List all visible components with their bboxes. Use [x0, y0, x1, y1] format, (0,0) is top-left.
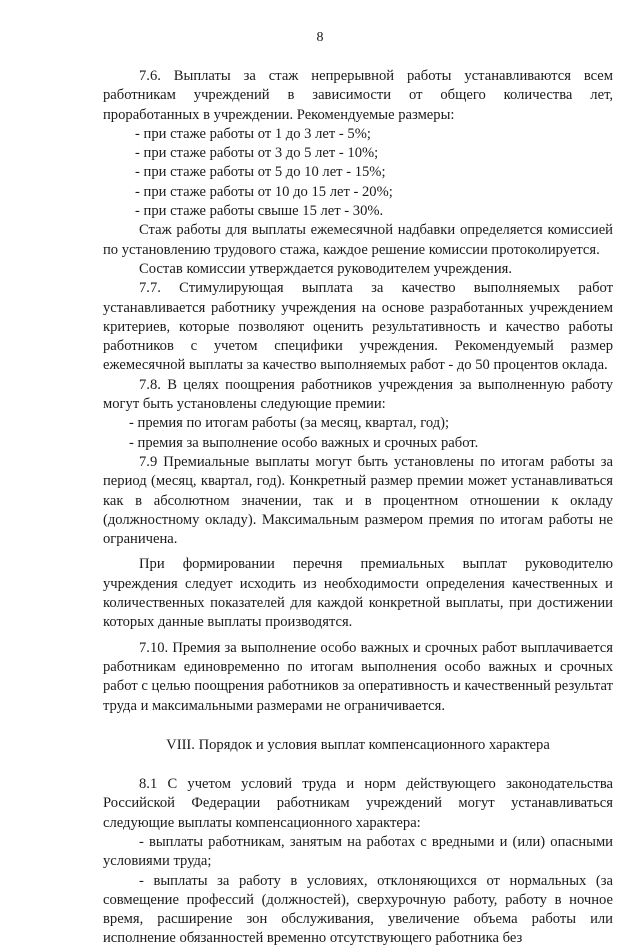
paragraph-7-6-note-1: Стаж работы для выплаты ежемесячной надбавки определяется комиссией по установлению трудового стажа, каждое решение комиссии протоколируется.	[103, 222, 613, 258]
list-item: - при стаже работы от 3 до 5 лет - 10%;	[135, 145, 379, 162]
paragraph-7-6: 7.6. Выплаты за стаж непрерывной работы устанавливаются всем работникам учреждений в зависимости от общего количества лет, проработанных в учреждении. Рекомендуемые размеры:	[103, 68, 613, 123]
list-item: - при стаже работы свыше 15 лет - 30%.	[135, 203, 384, 220]
list-item: - премия по итогам работы (за месяц, квартал, год);	[129, 415, 450, 432]
page-number: 8	[316, 30, 324, 45]
paragraph-8-1-item-2: - выплаты за работу в условиях, отклоняющихся от нормальных (за совмещение профессий (должностей), сверхурочную работу, работу в ночное время, расширение зон обслуживания, увеличение объема работы или исполнение обязанностей временно отсутствующего работника без	[103, 872, 613, 947]
paragraph-8-1-item-1: - выплаты работникам, занятым на работах с вредными и (или) опасными условиями труда;	[103, 833, 613, 870]
section-heading-viii: VIII. Порядок и условия выплат компенсационного характера	[166, 736, 550, 753]
paragraph-7-10: 7.10. Премия за выполнение особо важных и срочных работ выплачивается работникам единовременно по итогам выполнения особо важных и срочных работ с целью поощрения работников за оперативность и качественный результат труда и максимальными размерами не ограничивается.	[103, 639, 613, 714]
paragraph-7-9-continued: При формировании перечня премиальных выплат руководителю учреждения следует исходить из необходимости определения качественных и количественных показателей для каждой конкретной выплаты, при достижении которых данные выплаты производятся.	[103, 556, 613, 631]
list-item: - при стаже работы от 1 до 3 лет - 5%;	[135, 125, 371, 142]
paragraph-7-6-note-2: Состав комиссии утверждается руководителем учреждения.	[139, 260, 513, 277]
list-item: - при стаже работы от 10 до 15 лет - 20%;	[135, 183, 393, 200]
paragraph-7-9: 7.9 Премиальные выплаты могут быть установлены по итогам работы за период (месяц, квартал, год). Конкретный размер премии может устанавливаться как в абсолютном значении, так и в процентном отношении к окладу (должностному окладу). Максимальным размером премия по итогам работы не ограничена.	[103, 453, 613, 548]
paragraph-8-1: 8.1 С учетом условий труда и норм действующего законодательства Российской Федерации работникам учреждений могут устанавливаться следующие выплаты компенсационного характера:	[103, 776, 613, 831]
list-item: - премия за выполнение особо важных и срочных работ.	[129, 434, 479, 451]
paragraph-7-7: 7.7. Стимулирующая выплата за качество выполняемых работ устанавливается работнику учреждения на основе разработанных учреждением критериев, которые позволяют оценить результативность и качество работы работников с учетом специфики учреждения. Рекомендуемый размер ежемесячной выплаты за качество выполняемых работ - до 50 процентов оклада.	[103, 280, 613, 374]
list-item: - при стаже работы от 5 до 10 лет - 15%;	[135, 164, 386, 181]
document-body	[103, 67, 613, 949]
paragraph-7-8: 7.8. В целях поощрения работников учреждения за выполненную работу могут быть установлены следующие премии:	[103, 376, 613, 413]
